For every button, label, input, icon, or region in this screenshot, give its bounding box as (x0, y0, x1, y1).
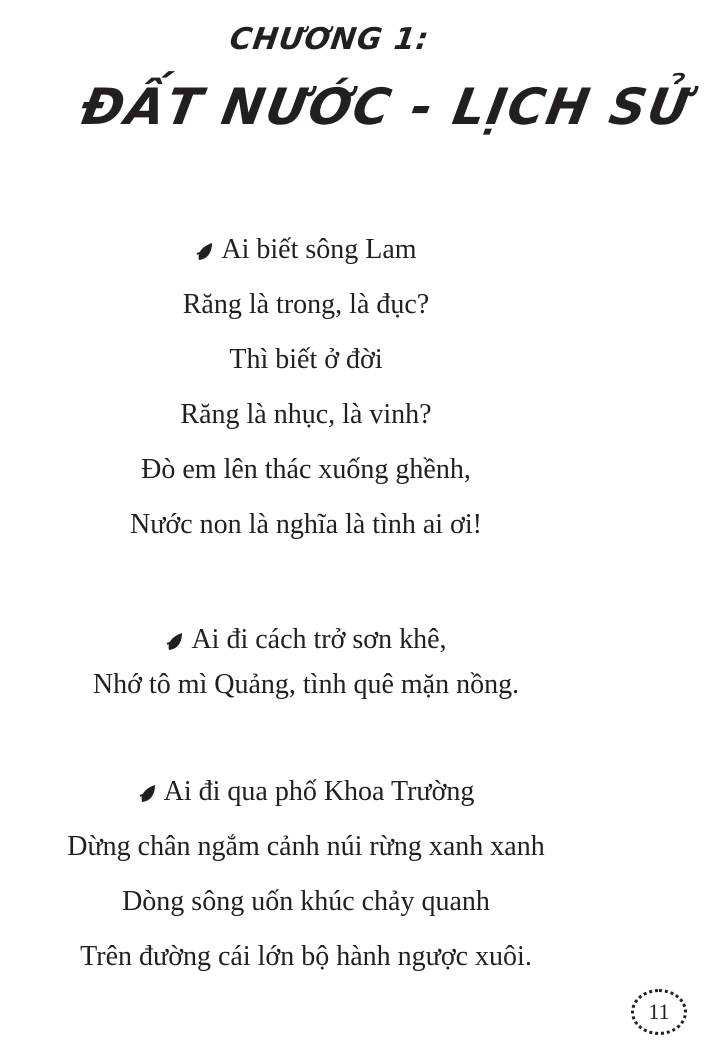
stanza-line: Thì biết ở đời (229, 344, 383, 375)
page-number: 11 (631, 989, 687, 1035)
leaf-bullet-icon (165, 630, 185, 652)
stanza-line (0, 230, 612, 285)
stanza-1 (0, 230, 612, 560)
stanza-3 (0, 772, 612, 992)
leaf-bullet-icon (195, 240, 215, 262)
stanza-line-text: Ai đi qua phố Khoa Trường (163, 776, 475, 807)
stanza-line: Dòng sông uốn khúc chảy quanh (122, 886, 490, 917)
stanza-line-text: Ai đi cách trở sơn khê, (191, 624, 447, 655)
stanza-line: Nước non là nghĩa là tình ai ơi! (130, 509, 482, 540)
chapter-label: CHƯƠNG 1: (227, 22, 432, 57)
leaf-bullet-icon (138, 782, 158, 804)
stanza-line: Răng là nhục, là vinh? (180, 399, 432, 430)
stanza-line: Nhớ tô mì Quảng, tình quê mặn nồng. (92, 669, 520, 700)
stanza-line-text: Ai biết sông Lam (221, 234, 417, 265)
stanza-2 (0, 620, 612, 710)
stanza-line: Đò em lên thác xuống ghềnh, (141, 454, 471, 485)
stanza-line (0, 620, 612, 665)
stanza-line (0, 772, 612, 827)
stanza-line: Trên đường cái lớn bộ hành ngược xuôi. (80, 941, 532, 972)
stanza-line: Răng là trong, là đục? (182, 289, 430, 320)
stanza-line: Dừng chân ngắm cảnh núi rừng xanh xanh (67, 831, 545, 862)
chapter-title: ĐẤT NƯỚC - LỊCH SỬ (76, 78, 696, 136)
